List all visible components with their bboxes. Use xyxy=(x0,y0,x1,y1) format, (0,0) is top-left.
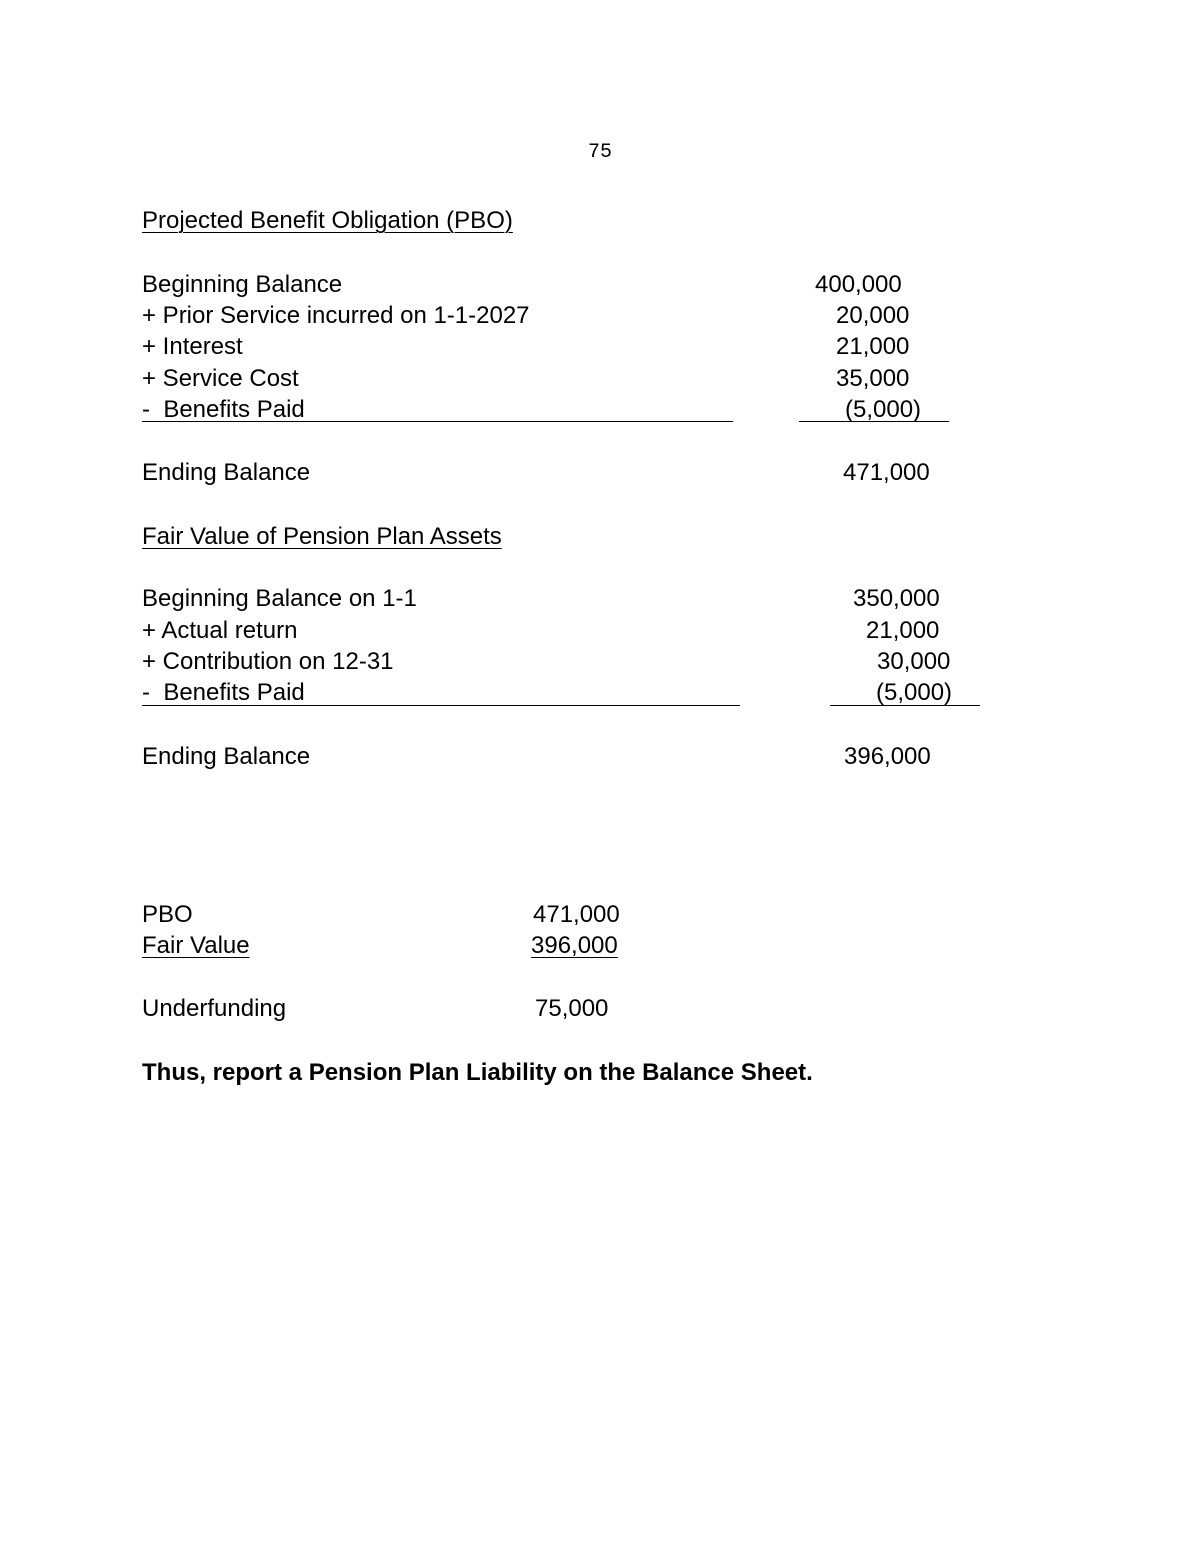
assets-value-rule xyxy=(830,705,980,706)
pbo-label-rule xyxy=(142,421,733,422)
summary-fair-value-value: 396,000 xyxy=(531,932,618,959)
page-number: 75 xyxy=(587,141,612,164)
pbo-value-rule xyxy=(799,421,949,422)
assets-heading: Fair Value of Pension Plan Assets xyxy=(142,523,502,550)
pbo-row-label: Beginning Balance xyxy=(142,271,343,298)
pbo-row-value: 21,000 xyxy=(836,333,910,360)
assets-row-value: 21,000 xyxy=(866,617,940,644)
assets-row-value: 30,000 xyxy=(877,648,951,675)
conclusion-text: Thus, report a Pension Plan Liability on the Balance Sheet. xyxy=(142,1059,813,1086)
pbo-row-label: + Service Cost xyxy=(142,365,299,392)
assets-ending-value: 396,000 xyxy=(844,743,931,770)
summary-fair-value-label: Fair Value xyxy=(142,932,250,959)
pbo-row-value: (5,000) xyxy=(845,396,922,423)
pbo-row-label: - Benefits Paid xyxy=(142,396,305,423)
summary-pbo-value: 471,000 xyxy=(533,901,620,928)
assets-row-label: + Actual return xyxy=(142,617,298,644)
pbo-row-label: + Interest xyxy=(142,333,243,360)
assets-ending-label: Ending Balance xyxy=(142,743,311,770)
pbo-ending-value: 471,000 xyxy=(843,459,930,486)
assets-row-label: Beginning Balance on 1-1 xyxy=(142,585,417,612)
summary-underfunding-value: 75,000 xyxy=(535,995,609,1022)
assets-row-value: (5,000) xyxy=(876,679,953,706)
assets-label-rule xyxy=(142,705,740,706)
summary-pbo-label: PBO xyxy=(142,901,193,928)
pbo-row-label: + Prior Service incurred on 1-1-2027 xyxy=(142,302,530,329)
pbo-heading: Projected Benefit Obligation (PBO) xyxy=(142,207,513,234)
pbo-row-value: 35,000 xyxy=(836,365,910,392)
assets-row-label: - Benefits Paid xyxy=(142,679,305,706)
pbo-row-value: 400,000 xyxy=(815,271,902,298)
summary-underfunding-label: Underfunding xyxy=(142,995,287,1022)
assets-row-value: 350,000 xyxy=(853,585,940,612)
pbo-row-value: 20,000 xyxy=(836,302,910,329)
pbo-ending-label: Ending Balance xyxy=(142,459,311,486)
assets-row-label: + Contribution on 12-31 xyxy=(142,648,394,675)
